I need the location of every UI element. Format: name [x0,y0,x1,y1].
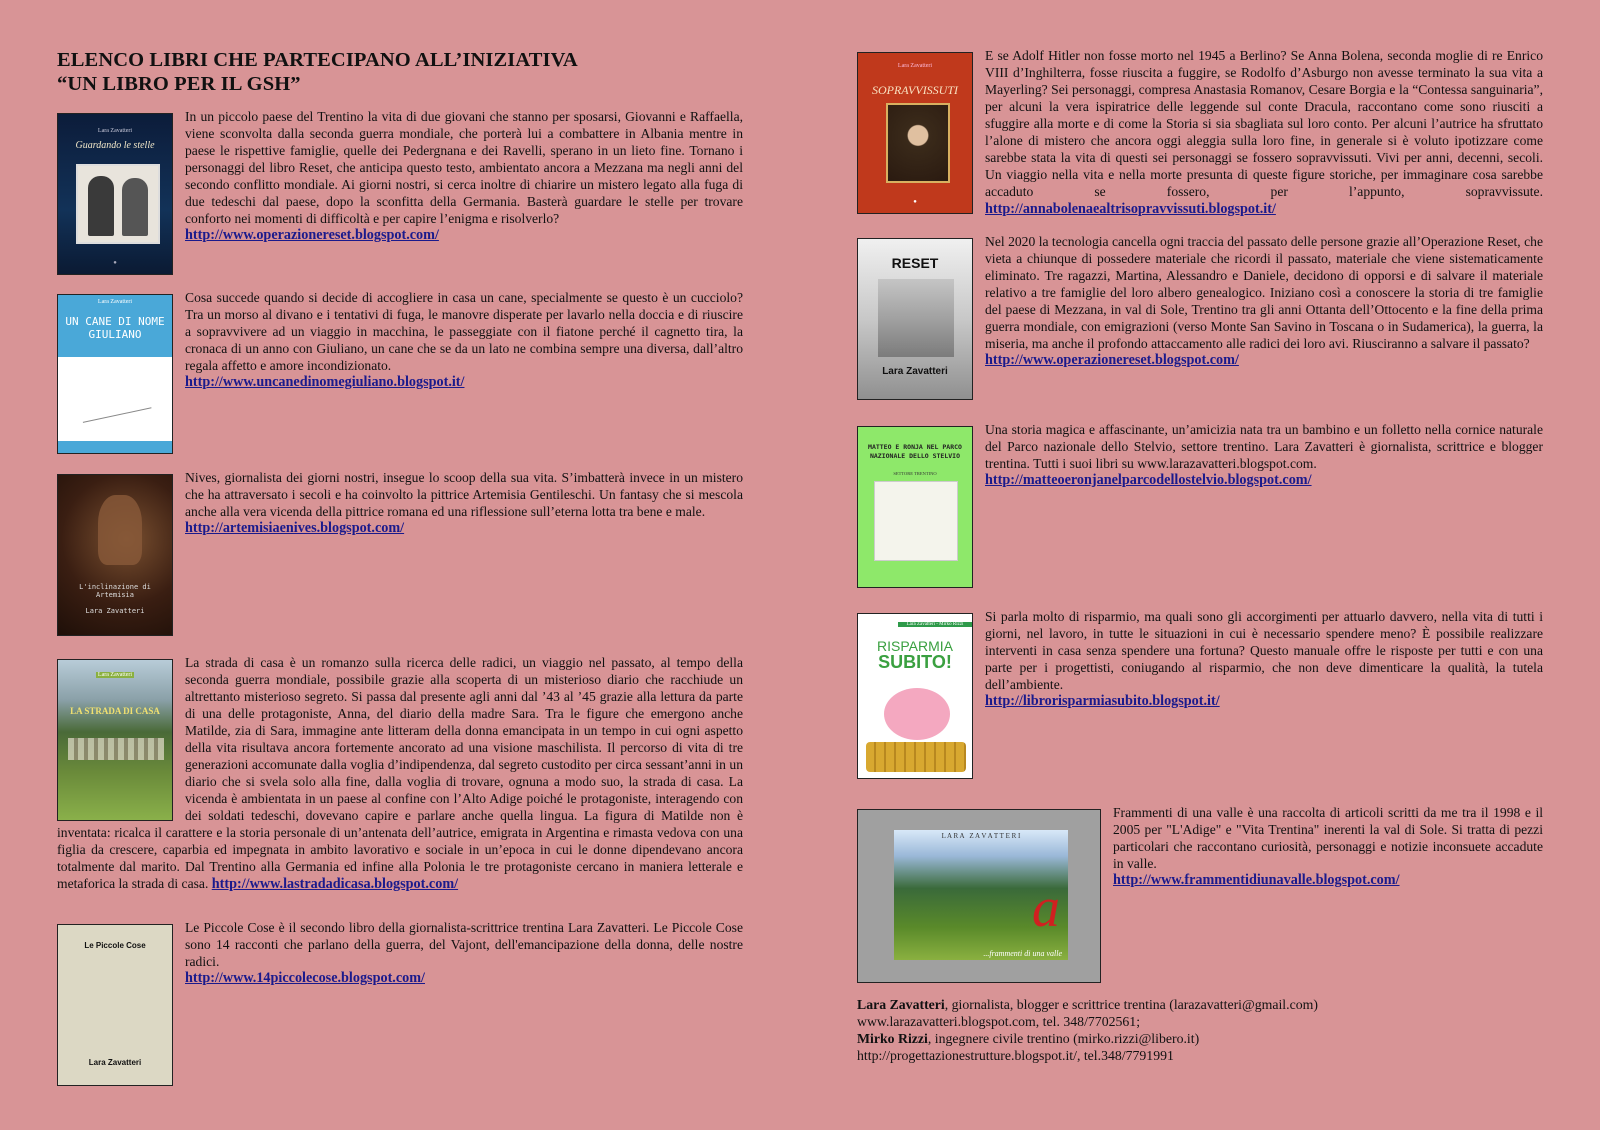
old-photo [878,279,954,357]
book-entry-risparmia-subito [857,609,1543,779]
book-cover-reset: RESET Lara Zavatteri [857,238,973,400]
page-title: ELENCO LIBRI CHE PARTECIPANO ALL’INIZIATIVA “UN LIBRO PER IL GSH” [57,49,578,95]
coins-icon [866,742,966,772]
painting-figure [98,495,142,565]
book-entry-la-strada-di-casa [57,655,743,909]
book-cover-artemisia: L'inclinazione di Artemisia Lara Zavatteri [57,474,173,636]
book-description: Una storia magica e affascinante, un’amicizia nata tra un bambino e un folletto nella cornice naturale del Parco nazionale dello Stelvio, settore trentino. Lara Zavatteri è giornalista, scrittrice e blogger trentina. Tutti i suoi libri su www.larazavatteri.blogspot.com. http://matteoeronjanelparcodellostelvio.blogspot.com/ [985,422,1543,488]
book-description: Cosa succede quando si decide di accogliere in casa un cane, specialmente se questo è un cucciolo? Tra un morso al divano e i tentativi di fuga, le manovre disperate per lavarlo nella doccia e di riuscire a sopravvivere ad un viaggio in macchina, le passeggiate con il fiatone perché il cagnetto tira, la cronaca di un anno con Giuliano, un cane che se da un lato ne combina sempre una diversa, dall’altro regala affetto e amore incondizionato. http://www.uncanedinomegiuliano.blogspot.it/ [185,290,743,390]
piggy-bank-icon [884,688,950,740]
book-entry-le-piccole-cose [57,920,743,1086]
cover-drawing [874,481,958,561]
book-cover-risparmia-subito: Lara Zavatteri - Mirko Rizzi RISPARMIA SUBITO! [857,613,973,779]
book-cover-guardando-le-stelle: Lara Zavatteri Guardando le stelle ● [57,113,173,275]
book-description: Frammenti di una valle è una raccolta di articoli scritti da me tra il 1998 e il 2005 per "L'Adige" e "Vita Trentina" inerenti la val di Sole. Si tratta di pezzi particolari che raccontano curiosità, personaggi e notizie inconsuete accadute in valle. http://www.frammentidiunavalle.blogspot.com/ [1113,805,1543,888]
book-link[interactable]: http://matteoeronjanelparcodellostelvio.blogspot.com/ [985,472,1312,488]
book-link[interactable]: http://www.14piccolecose.blogspot.com/ [185,970,425,986]
book-cover-la-strada-di-casa: Lara Zavatteri LA STRADA DI CASA [57,659,173,821]
book-description: Nives, giornalista dei giorni nostri, insegue lo scoop della sua vita. S’imbatterà invece in un mistero che ha attraversato i secoli e ha coinvolto la pittrice Artemisia Gentileschi. Un fantasy che si mescola anche alla vera vicenda della pittrice romana ed una riflessione sull’eterna lotta tra bene e male. http://artemisiaenives.blogspot.com/ [185,470,743,536]
book-description: Le Piccole Cose è il secondo libro della giornalista-scrittrice trentina Lara Zavatteri. Le Piccole Cose sono 14 racconti che parlano della guerra, del Vajont, dell'emancipazione della donna, delle nostre radici. http://www.14piccolecose.blogspot.com/ [185,920,743,986]
book-cover-matteo-e-ronja: MATTEO E RONJA NEL PARCO NAZIONALE DELLO STELVIO SETTORE TRENTINO [857,426,973,588]
book-entry-un-cane-di-nome-giuliano [57,290,743,454]
book-link[interactable]: http://annabolenaealtrisopravvissuti.blogspot.it/ [985,201,1276,217]
book-link[interactable]: http://www.frammentidiunavalle.blogspot.com/ [1113,872,1400,888]
book-entry-matteo-e-ronja [857,422,1543,588]
dog-drawing [75,368,152,423]
portrait [886,103,950,183]
book-cover-sopravvissuti: Lara Zavatteri SOPRAVVISSUTI ● [857,52,973,214]
contacts-footer: Lara Zavatteri, giornalista, blogger e scrittrice trentina (larazavatteri@gmail.com) www.larazavatteri.blogspot.com, tel. 348/7702561; Mirko Rizzi, ingegnere civile trentino (mirko.rizzi@libero.it) http://progettazionestrutture.blogspot.it/, tel.348/7791991 [857,997,1318,1063]
book-cover-le-piccole-cose: Le Piccole Cose Lara Zavatteri [57,924,173,1086]
book-description: Nel 2020 la tecnologia cancella ogni traccia del passato delle persone grazie all’Operazione Reset, che vieta a chiunque di possedere materiale che ricordi il passato, materiale che viene sistematicamente eliminato. Tre ragazzi, Martina, Alessandro e Daniele, decidono di opporsi e di salvare il materiale relativo a tre famiglie del loro albero genealogico. Iniziano così a conoscere la storia di tre famiglie del paese di Mezzana, in val di Sole, Trentino tra gli anni Ottanta dell’Ottocento e la fine della prima guerra mondiale, con emigrazioni (verso Monte San Savino in Toscana o in Sudamerica), la guerra, la miseria, ma anche il profondo attaccamento alle radici dei loro avi. Riusciranno a salvare il passato? http://www.operazionereset.blogspot.com/ [985,234,1543,368]
book-description: La strada di casa è un romanzo sulla ricerca delle radici, un viaggio nel passato, al tempo della seconda guerra mondiale, possibile grazie alla scoperta di un misterioso diario che racchiude un altrettanto misterioso segreto. Si passa dal presente agli anni dal ’43 al ’45 grazie alla lettura da parte di una delle protagoniste, Anna, del diario della madre Sara. Tra le figure che emergono anche Matilde, zia di Sara, immagine ante litteram della donna emancipata in un tempo in cui ogni aspetto della vita risultava ancora fortemente ancorato ad una visione maschilista. Il percorso di vita di tre generazioni accomunate dalla voglia d’indipendenza, dal segreto custodito per circa sessant’anni in un diario che si svela solo alla fine, dalla voglia di trovare, ognuna a modo suo, la strada di casa. La vicenda è ambientata in un paese al confine con l’Alto Adige poiché le protagoniste, interagendo con dei soldati tedeschi, dovevano capire e parlare anche quella lingua. La figura di Matilde non è inventata: ricalca il carattere e la storia personale di un’antenata dell’autrice, emigrata in Argentina e rimasta vedova con una figlia da crescere, caparbia ed impegnata in ambito lavorativo e sociale in un’epoca in cui le donne dipendevano ancora totalmente dal marito. Dal Trentino alla Germania ed infine alla Polonia le tre protagoniste cercano in maniera letterale e metaforica la strada di casa. http://www.lastradadicasa.blogspot.com/ [57,655,743,892]
book-description: Si parla molto di risparmio, ma quali sono gli accorgimenti per attuarlo davvero, nella vita di tutti i giorni, nel lavoro, in tutte le situazioni in cui è necessario spendere meno? È possibile realizzare interventi in casa senza spendere una fortuna? Questo manuale offre le risposte per tutti e con una parte per i progettisti, coniugando al risparmio, che non deve dimenticare la qualità, la tutela dell’ambiente. http://librorisparmiasubito.blogspot.it/ [985,609,1543,709]
book-entry-guardando-le-stelle [57,109,743,275]
book-description: In un piccolo paese del Trentino la vita di due giovani che stanno per sposarsi, Giovanni e Raffaella, viene sconvolta dalla seconda guerra mondiale, che porterà lui a combattere in Albania mentre in paese le rispettive famiglie, quelle dei Pedergnana e dei Ravelli, sperano in un lieto fine. Tornano i personaggi del libro Reset, che anticipa questo testo, ambientato ancora a Mezzana ma negli anni del secondo conflitto mondiale. Ai giorni nostri, si cerca inoltre di chiarire un mistero legato alla fuga di due tedeschi dal paese, dopo la sconfitta della Germania. Basterà guardare le stelle per trovare conforto nei momenti di difficoltà e per capire l’enigma e risolverlo? http://www.operazionereset.blogspot.com/ [185,109,743,243]
book-entry-frammenti-di-una-valle [857,805,1543,983]
cover-photo [76,164,160,244]
book-cover-un-cane-di-nome-giuliano: Lara Zavatteri UN CANE DI NOME GIULIANO [57,294,173,454]
book-entry-reset [857,234,1543,400]
book-cover-frammenti-di-una-valle [857,809,1101,983]
book-entry-sopravvissuti [857,48,1543,217]
book-description: E se Adolf Hitler non fosse morto nel 1945 a Berlino? Se Anna Bolena, seconda moglie di re Enrico VIII d’Inghilterra, fosse riuscita a fuggire, se Rodolfo d’Asburgo non avesse terminato la sua vita a Mayerling? Sei personaggi, compresa Anastasia Romanov, Cesare Borgia e la “Contessa sanguinaria”, per alcuni la vera ispiratrice delle leggende sul conte Dracula, raccontano come sono riusciti a sfuggire alla morte e di come la Storia si sia sbagliata sul loro conto. Per alcuni l’autrice ha sfruttato l’alone di mistero che ancora oggi aleggia sulla loro fine, in generale si è voluto ipotizzare come sarebbe stata la vita di questi sei personaggi se fossero sopravvissuti. Vivi per anni, decenni, secoli. Un viaggio nella vita e nella morte presunta di queste figure storiche, per immaginare cosa sarebbe accaduto se fossero, per l’appunto, sopravvissute. http://annabolenaealtrisopravvissuti.blogspot.it/ [985,48,1543,217]
book-link[interactable]: http://www.lastradadicasa.blogspot.com/ [211,876,459,892]
book-link[interactable]: http://artemisiaenives.blogspot.com/ [185,520,405,536]
book-link[interactable]: http://www.uncanedinomegiuliano.blogspot.it/ [185,374,465,390]
book-link[interactable]: http://www.operazionereset.blogspot.com/ [185,227,439,243]
book-link[interactable]: http://librorisparmiasubito.blogspot.it/ [985,693,1220,709]
book-entry-artemisia [57,470,743,636]
book-link[interactable]: http://www.operazionereset.blogspot.com/ [985,352,1239,368]
cover-landscape: L A R A Z A V A T T E R I a ...frammenti di una valle [894,830,1068,960]
